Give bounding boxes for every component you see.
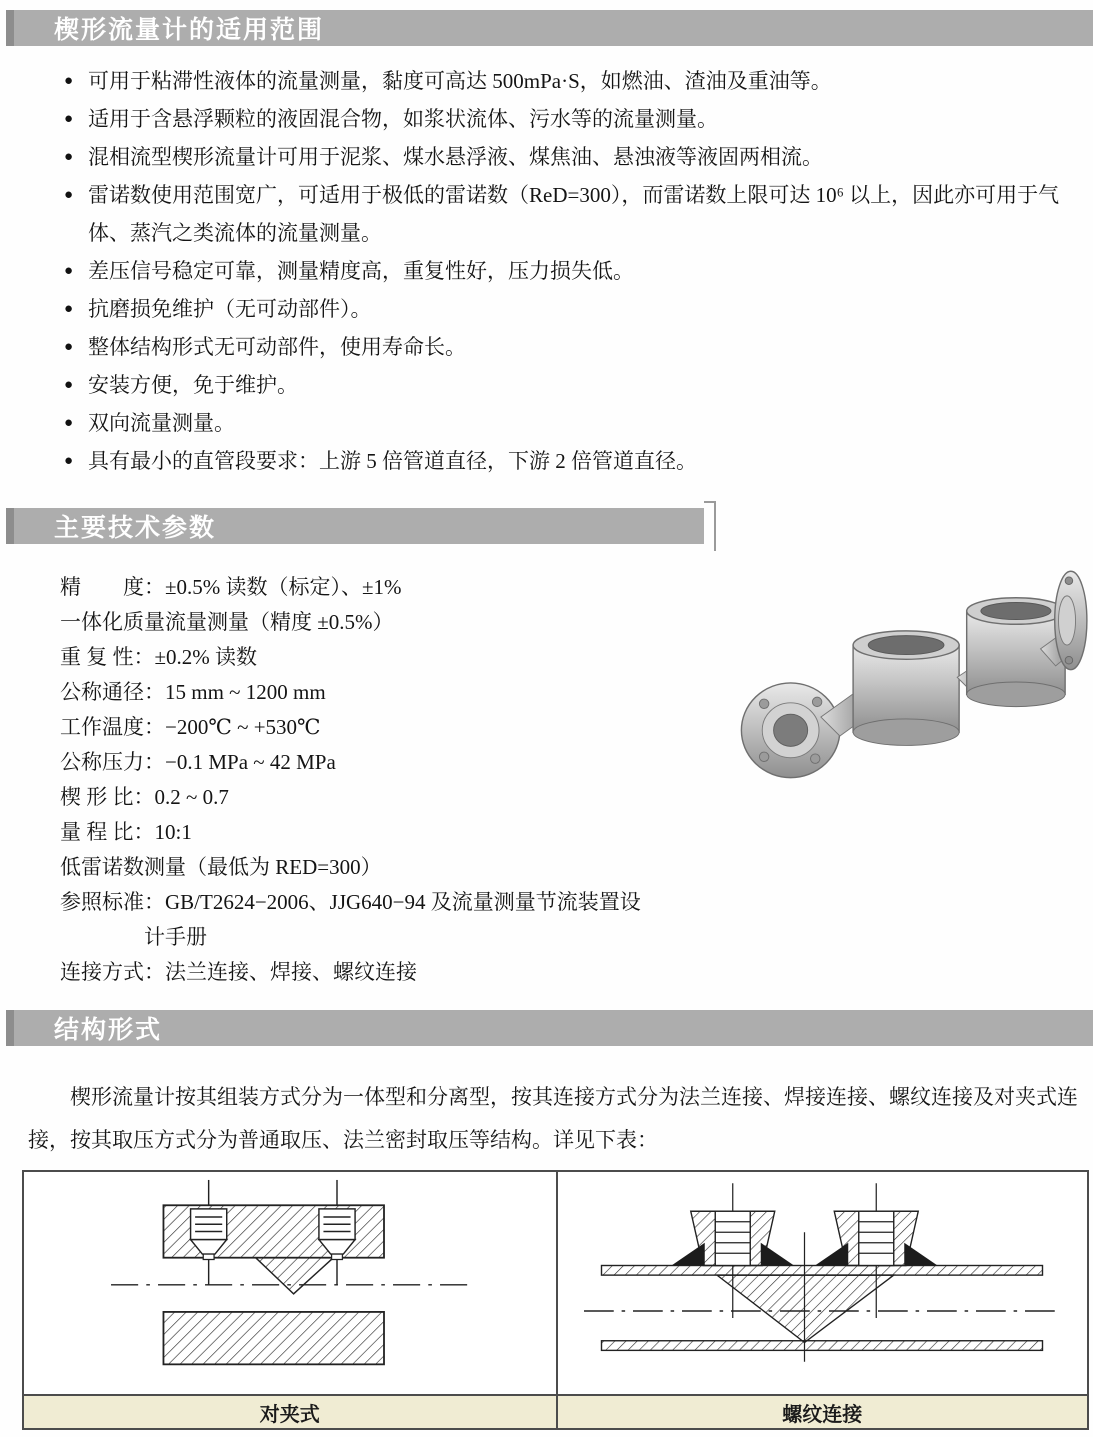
list-item: ● 雷诺数使用范围宽广，可适用于极低的雷诺数（ReD=300），而雷诺数上限可达 10⁶ 以上，因此亦可用于气体、蒸汽之类流体的流量测量。 [64,176,1083,252]
list-item: ● 双向流量测量。 [64,404,1083,442]
threaded-connection-diagram [556,1172,1088,1394]
bullet-icon: ● [64,301,74,317]
product-photo [728,558,1088,806]
list-item: ● 整体结构形式无可动部件，使用寿命长。 [64,328,1083,366]
section-title: 主要技术参数 [54,514,217,542]
spec-line: 低雷诺数测量（最低为 RED=300） [60,855,382,879]
bullet-icon: ● [64,111,74,127]
list-item: ● 具有最小的直管段要求：上游 5 倍管道直径，下游 2 倍管道直径。 [64,442,1083,480]
bullet-icon: ● [64,339,74,355]
spec-line: 公称通径：15 mm ~ 1200 mm [60,680,326,704]
list-item: ● 可用于粘滞性液体的流量测量，黏度可高达 500mPa·S，如燃油、渣油及重油等。 [64,62,1083,100]
spec-line: 精 度：±0.5% 读数（标定）、±1% [60,575,402,599]
list-item: ● 抗磨损免维护（无可动部件）。 [64,290,1083,328]
spec-line: 参照标准：GB/T2624−2006、JJG640−94 及流量测量节流装置设 [60,890,641,914]
section-title: 结构形式 [54,1016,163,1044]
list-item: ● 安装方便，免于维护。 [64,366,1083,404]
bullet-icon: ● [64,263,74,279]
spec-line: 连接方式：法兰连接、焊接、螺纹连接 [60,960,417,984]
spec-line: 楔 形 比：0.2 ~ 0.7 [60,785,229,809]
section-header-scope [6,10,1093,46]
section-header-params [6,508,704,544]
bar-shadow-decoration [704,501,716,551]
list-item: ● 混相流型楔形流量计可用于泥浆、煤水悬浮液、煤焦油、悬浊液等液固两相流。 [64,138,1083,176]
bullet-icon: ● [64,73,74,89]
tech-params-list [60,570,720,990]
structure-table [22,1170,1089,1430]
section-header-structure [6,1010,1093,1046]
spec-line: 工作温度：−200℃ ~ +530℃ [60,715,321,739]
list-item: ● 差压信号稳定可靠，测量精度高，重复性好，压力损失低。 [64,252,1083,290]
structure-paragraph: 楔形流量计按其组装方式分为一体型和分离型，按其连接方式分为法兰连接、焊接连接、螺纹连接及对夹式连接，按其取压方式分为普通取压、法兰密封取压等结构。详见下表： [28,1085,1078,1152]
bullet-icon: ● [64,453,74,469]
spec-line: 公称压力：−0.1 MPa ~ 42 MPa [60,750,336,774]
table-caption-threaded: 螺纹连接 [556,1394,1088,1428]
bullet-icon: ● [64,149,74,165]
spec-line: 量 程 比：10:1 [60,820,192,844]
spec-line: 一体化质量流量测量（精度 ±0.5%） [60,610,394,634]
table-caption-wafer: 对夹式 [24,1394,556,1428]
bullet-icon: ● [64,187,74,203]
section-title: 楔形流量计的适用范围 [54,16,325,44]
bullet-icon: ● [64,415,74,431]
spec-line: 重 复 性：±0.2% 读数 [60,645,258,669]
spec-line-wrap: 计手册 [144,925,207,949]
list-item: ● 适用于含悬浮颗粒的液固混合物，如浆状流体、污水等的流量测量。 [64,100,1083,138]
feature-bullet-list [64,62,1083,480]
bullet-icon: ● [64,377,74,393]
wafer-type-diagram [24,1172,556,1394]
